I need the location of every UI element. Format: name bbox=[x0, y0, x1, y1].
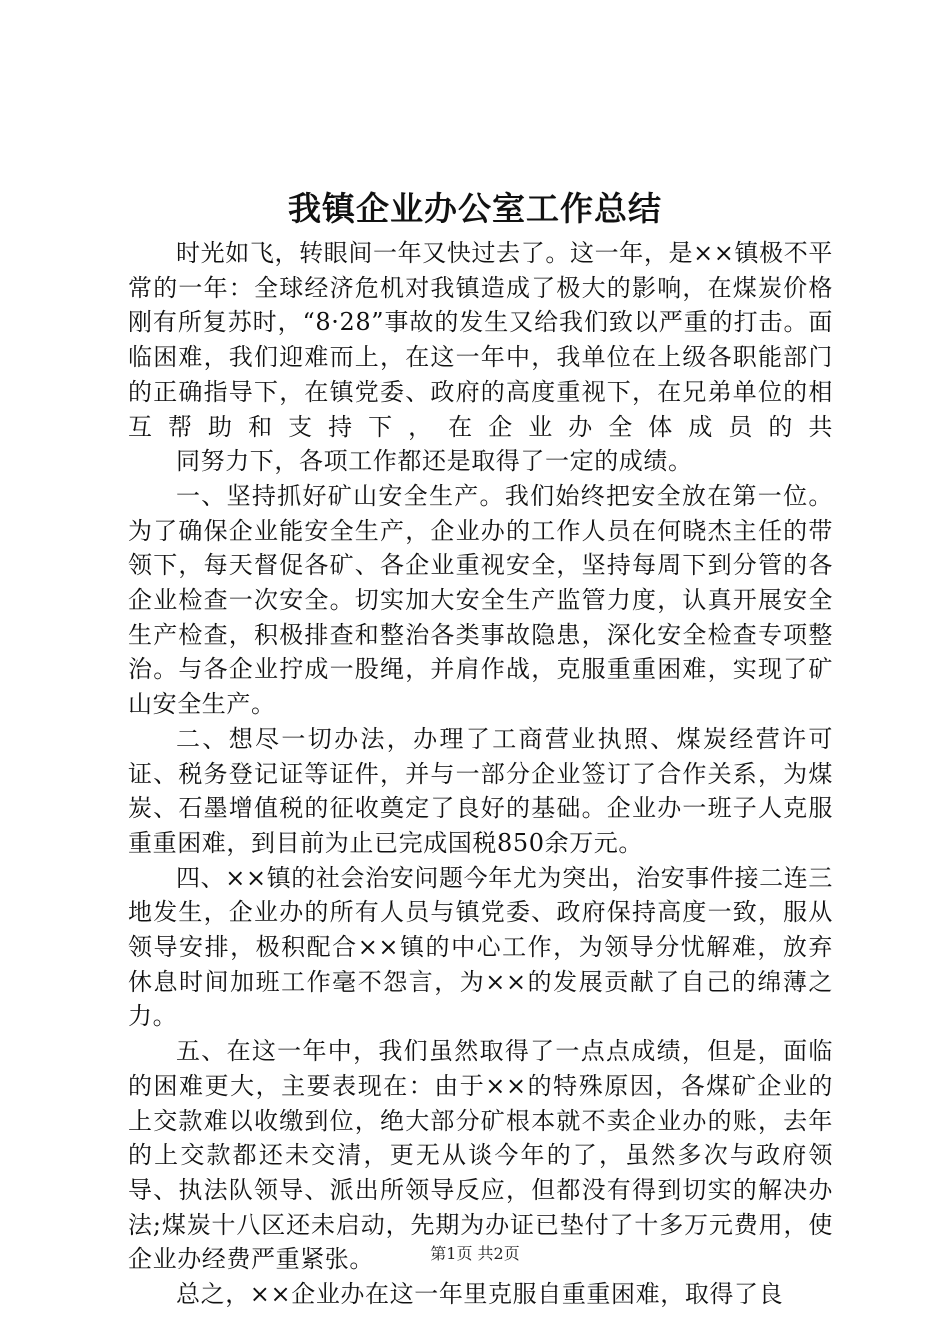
paragraph-intro: 时光如飞，转眼间一年又快过去了。这一年，是××镇极不平常的一年：全球经济危机对我镇造成了极大的影响，在煤炭价格刚有所复苏时，“8·28”事故的发生又给我们致以严重的打击。面临困难，我们迎难而上，在这一年中，我单位在上级各职能部门的正确指导下，在镇党委、政府的高度重视下，在兄弟单位的相互帮助和支持下，在企业办全体成员的共 bbox=[128, 239, 833, 441]
paragraph-difficulties: 五、在这一年中，我们虽然取得了一点点成绩，但是，面临的困难更大，主要表现在：由于××的特殊原因，各煤矿企业的上交款难以收缴到位，绝大部分矿根本就不卖企业办的账，去年的上交款都还未交清，更无从谈今年的了，虽然多次与政府领导、执法队领导、派出所领导反应，但都没有得到切实的解决办法;煤炭十八区还未启动，先期为办证已垫付了十多万元费用，使企业办经费严重紧张。 bbox=[128, 1037, 833, 1274]
paragraph-public-order: 四、××镇的社会治安问题今年尤为突出，治安事件接二连三地发生，企业办的所有人员与镇党委、政府保持高度一致，服从领导安排，极积配合××镇的中心工作，为领导分忧解难，放弃休息时间加班工作毫不怨言，为××的发展贡献了自己的绵薄之力。 bbox=[128, 863, 833, 1031]
document-title: 我镇企业办公室工作总结 bbox=[288, 189, 662, 228]
page-number-footer: 第1页 共2页 bbox=[430, 1244, 520, 1263]
paragraph-safety: 一、坚持抓好矿山安全生产。我们始终把安全放在第一位。为了确保企业能安全生产，企业办的工作人员在何晓杰主任的带领下，每天督促各矿、各企业重视安全，坚持每周下到分管的各企业检查一次安全。切实加大安全生产监管力度，认真开展安全生产检查，积极排查和整治各类事故隐患，深化安全检查专项整治。与各企业拧成一股绳，并肩作战，克服重重困难，实现了矿山安全生产。 bbox=[128, 481, 833, 719]
document-body bbox=[128, 236, 833, 1312]
paragraph-licenses: 二、想尽一切办法，办理了工商营业执照、煤炭经营许可证、税务登记证等证件，并与一部分企业签订了合作关系，为煤炭、石墨增值税的征收奠定了良好的基础。企业办一班子人克服重重困难，到目前为止已完成国税850余万元。 bbox=[128, 724, 833, 857]
paragraph-summary: 总之，××企业办在这一年里克服自重重困难，取得了良 bbox=[176, 1280, 784, 1309]
paragraph-intro-continued: 同努力下，各项工作都还是取得了一定的成绩。 bbox=[176, 447, 693, 476]
